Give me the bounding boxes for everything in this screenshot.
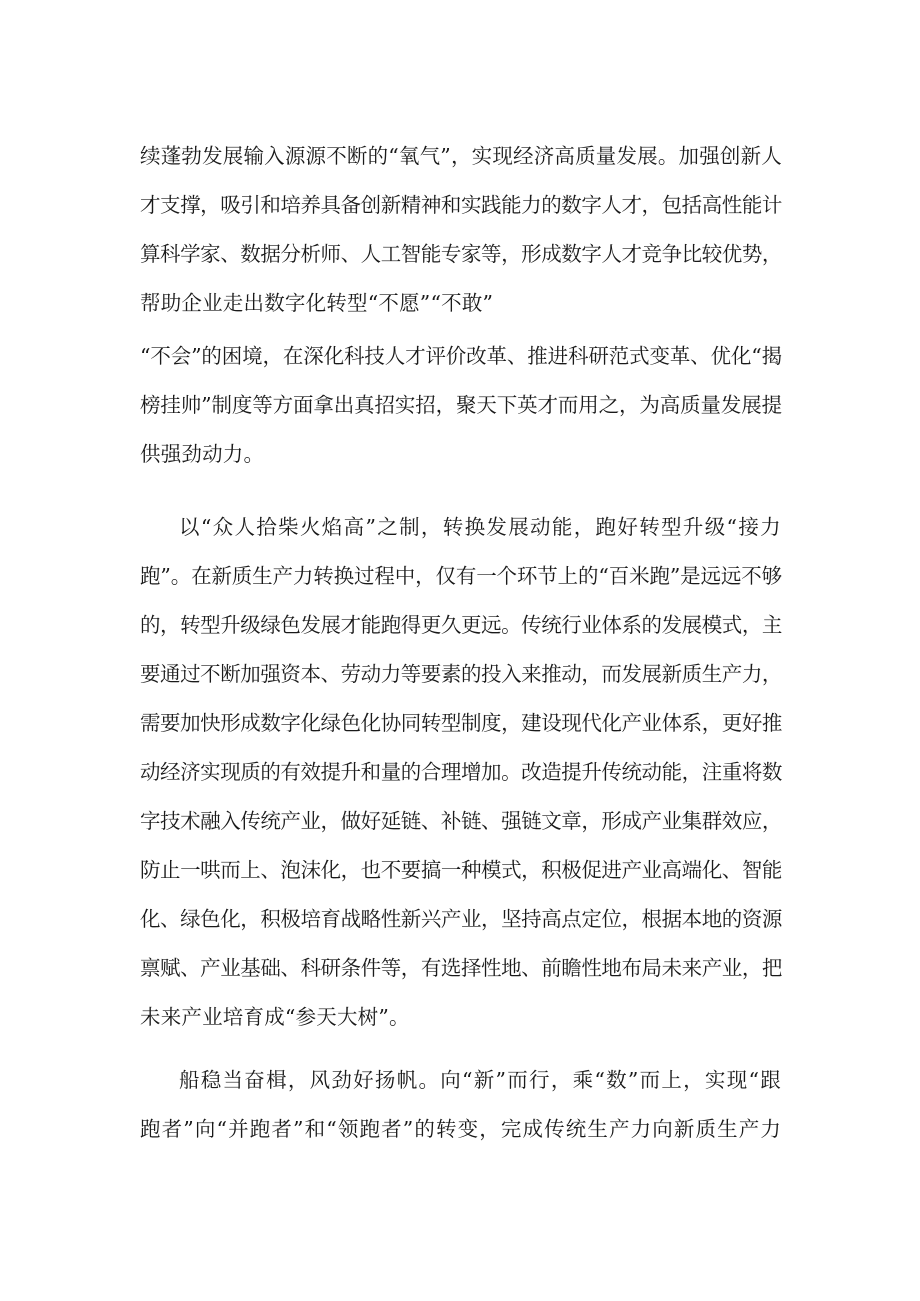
- text-line: 跑者”向“并跑者”和“领跑者”的转变，完成传统生产力向新质生产力: [140, 1117, 782, 1141]
- text-line: 供强劲动力。: [140, 442, 265, 466]
- text-line: 跑”。在新质生产力转换过程中，仅有一个环节上的“百米跑”是远远不够: [140, 564, 782, 588]
- text-line: 帮助企业走出数字化转型“不愿”“不敢”: [140, 291, 494, 315]
- text-line: 算科学家、数据分析师、人工智能专家等，形成数字人才竞争比较优势，: [140, 242, 782, 266]
- text-line: 才支撑，吸引和培养具备创新精神和实践能力的数字人才，包括高性能计: [140, 193, 782, 217]
- text-line: 榜挂帅”制度等方面拿出真招实招，聚天下英才而用之，为高质量发展提: [140, 393, 782, 417]
- text-line: 禀赋、产业基础、科研条件等，有选择性地、前瞻性地布局未来产业，把: [140, 956, 782, 980]
- text-line: 防止一哄而上、泡沫化，也不要搞一种模式，积极促进产业高端化、智能: [140, 858, 782, 882]
- text-line: 的，转型升级绿色发展才能跑得更久更远。传统行业体系的发展模式，主: [140, 613, 782, 637]
- text-line: 字技术融入传统产业，做好延链、补链、强链文章，形成产业集群效应，: [140, 809, 782, 833]
- text-line: 以“众人拾柴火焰高”之制，转换发展动能，跑好转型升级“接力: [179, 515, 782, 539]
- text-line: “不会”的困境，在深化科技人才评价改革、推进科研范式变革、优化“揭: [140, 344, 782, 368]
- text-line: 未来产业培育成“参天大树”。: [140, 1005, 410, 1029]
- text-line: 化、绿色化，积极培育战略性新兴产业，坚持高点定位，根据本地的资源: [140, 907, 782, 931]
- text-line: 要通过不断加强资本、劳动力等要素的投入来推动，而发展新质生产力，: [140, 662, 782, 686]
- text-line: 需要加快形成数字化绿色化协同转型制度，建设现代化产业体系，更好推: [140, 711, 782, 735]
- text-line: 动经济实现质的有效提升和量的合理增加。改造提升传统动能，注重将数: [140, 760, 782, 784]
- text-line: 船稳当奋楫，风劲好扬帆。向“新”而行，乘“数”而上，实现“跟: [179, 1068, 782, 1092]
- text-line: 续蓬勃发展输入源源不断的“氧气”，实现经济高质量发展。加强创新人: [140, 144, 782, 168]
